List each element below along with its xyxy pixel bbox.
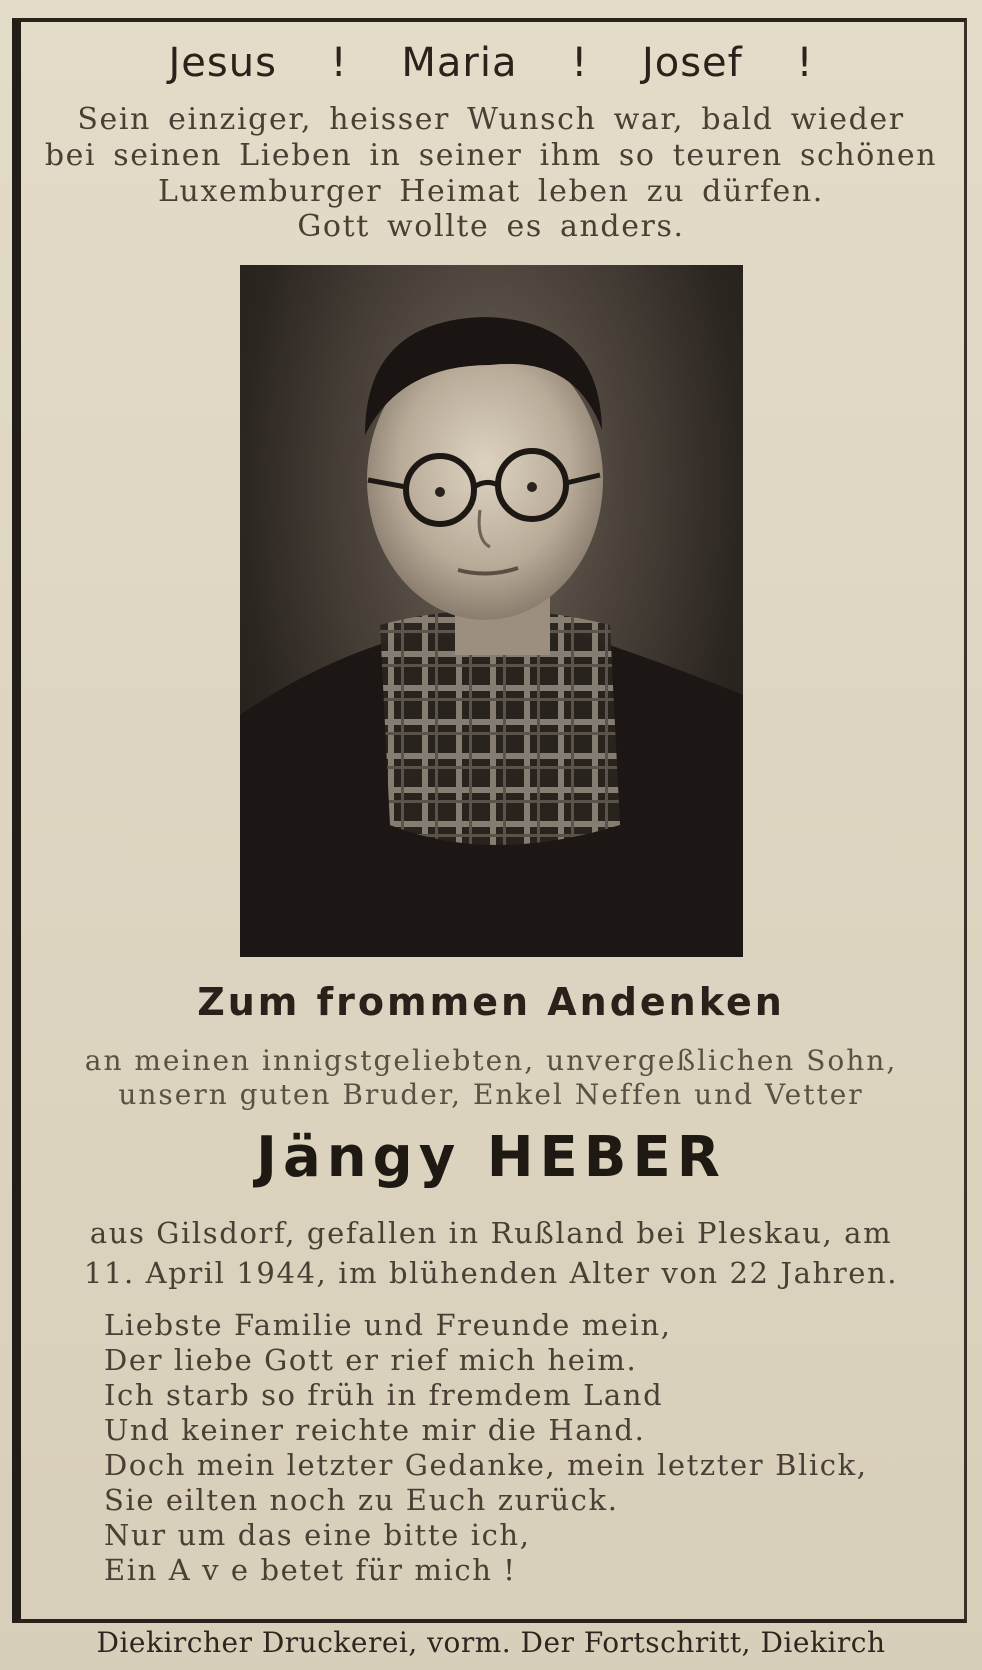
intro-line-4: Gott wollte es anders. (297, 209, 685, 244)
printer-imprint: Diekircher Druckerei, vorm. Der Fortschritt, Diekirch (96, 1626, 886, 1659)
portrait-illustration (240, 265, 743, 957)
dedication-line-2: unsern guten Bruder, Enkel Neffen und Vetter (118, 1078, 864, 1111)
poem-line-6: Sie eilten noch zu Euch zurück. (104, 1483, 619, 1517)
origin-line-1: aus Gilsdorf, gefallen in Rußland bei Pleskau, am (89, 1216, 893, 1250)
origin-line-2: 11. April 1944, im blühenden Alter von 22 Jahren. (83, 1256, 899, 1290)
poem-line-2: Der liebe Gott er rief mich heim. (104, 1343, 638, 1377)
heading-jesus-maria-josef: Jesus ! Maria ! Josef ! (168, 40, 814, 86)
dedication-line-1: an meinen innigstgeliebten, unvergeßlichen Sohn, (84, 1044, 898, 1077)
subtitle: Zum frommen Andenken (197, 980, 785, 1024)
portrait-photo (240, 265, 743, 957)
intro-line-2: bei seinen Lieben in seiner ihm so teuren schönen (44, 138, 938, 173)
poem-line-5: Doch mein letzter Gedanke, mein letzter Blick, (104, 1448, 868, 1482)
intro-line-1: Sein einziger, heisser Wunsch war, bald wieder (77, 102, 905, 137)
intro-line-3: Luxemburger Heimat leben zu dürfen. (158, 174, 824, 209)
deceased-name: Jängy HEBER (256, 1125, 726, 1190)
poem-line-8: Ein A v e betet für mich ! (104, 1553, 517, 1587)
poem-line-4: Und keiner reichte mir die Hand. (104, 1413, 646, 1447)
poem-line-3: Ich starb so früh in fremdem Land (104, 1378, 664, 1412)
poem-line-1: Liebste Familie und Freunde mein, (104, 1308, 672, 1342)
poem-line-7: Nur um das eine bitte ich, (104, 1518, 531, 1552)
